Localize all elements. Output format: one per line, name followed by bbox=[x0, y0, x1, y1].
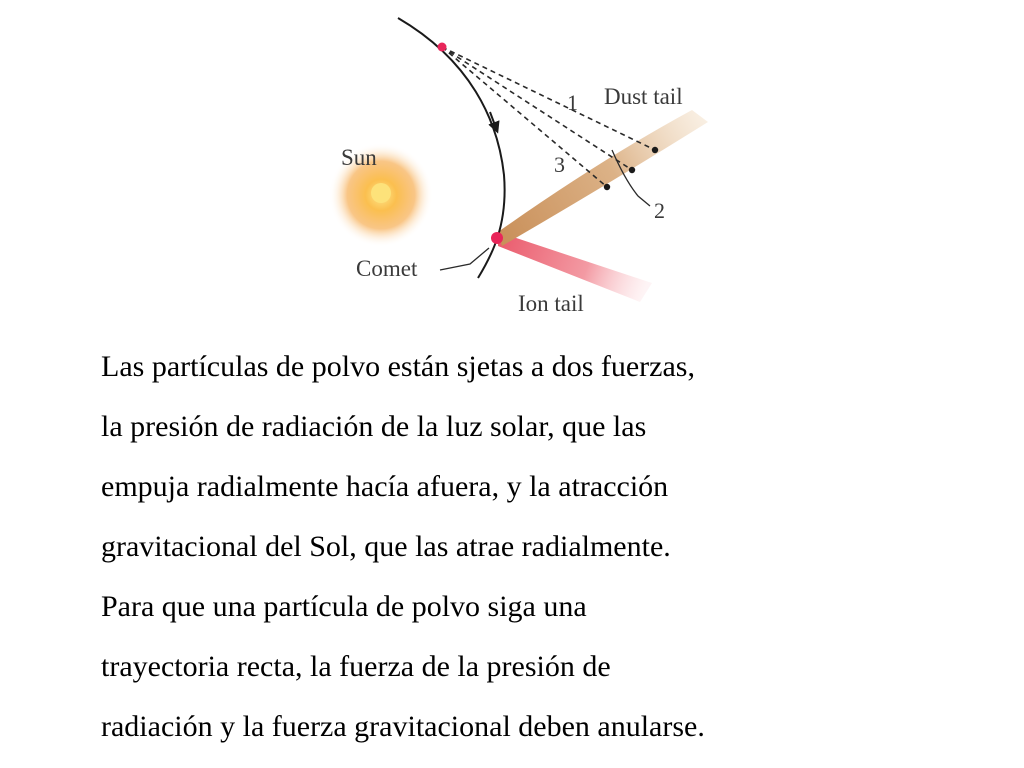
paragraph-line: gravitacional del Sol, que las atrae radialmente. bbox=[101, 530, 671, 563]
paragraph-line: Para que una partícula de polvo siga una bbox=[101, 590, 587, 623]
paragraph-line: radiación y la fuerza gravitacional deben anularse. bbox=[101, 710, 705, 743]
comet-tail-diagram bbox=[0, 0, 1024, 330]
explanation-paragraph bbox=[101, 337, 1001, 757]
dust-particle-2 bbox=[629, 167, 635, 173]
comet-label: Comet bbox=[356, 256, 418, 281]
paragraph-line: trayectoria recta, la fuerza de la presión de bbox=[101, 650, 611, 683]
trajectory-1-label: 1 bbox=[567, 90, 578, 115]
comet-earlier-position bbox=[438, 43, 447, 52]
paragraph-line: la presión de radiación de la luz solar, que las bbox=[101, 410, 647, 443]
sun-label: Sun bbox=[341, 145, 377, 170]
trajectory-3-label: 3 bbox=[554, 152, 565, 177]
dust-particle-1 bbox=[652, 147, 658, 153]
dust-particle-3 bbox=[604, 184, 610, 190]
dust-tail-label: Dust tail bbox=[604, 84, 683, 109]
trajectory-2-label: 2 bbox=[654, 198, 665, 223]
comet-label-leader bbox=[440, 248, 489, 270]
paragraph-line: Las partículas de polvo están sjetas a dos fuerzas, bbox=[101, 350, 695, 383]
trajectory-3 bbox=[442, 47, 607, 187]
comet-orbit bbox=[398, 18, 505, 278]
ion-tail-label: Ion tail bbox=[518, 291, 584, 316]
comet-marker bbox=[491, 232, 503, 244]
dust-tail bbox=[498, 110, 708, 246]
paragraph-line: empuja radialmente hacía afuera, y la atracción bbox=[101, 470, 669, 503]
